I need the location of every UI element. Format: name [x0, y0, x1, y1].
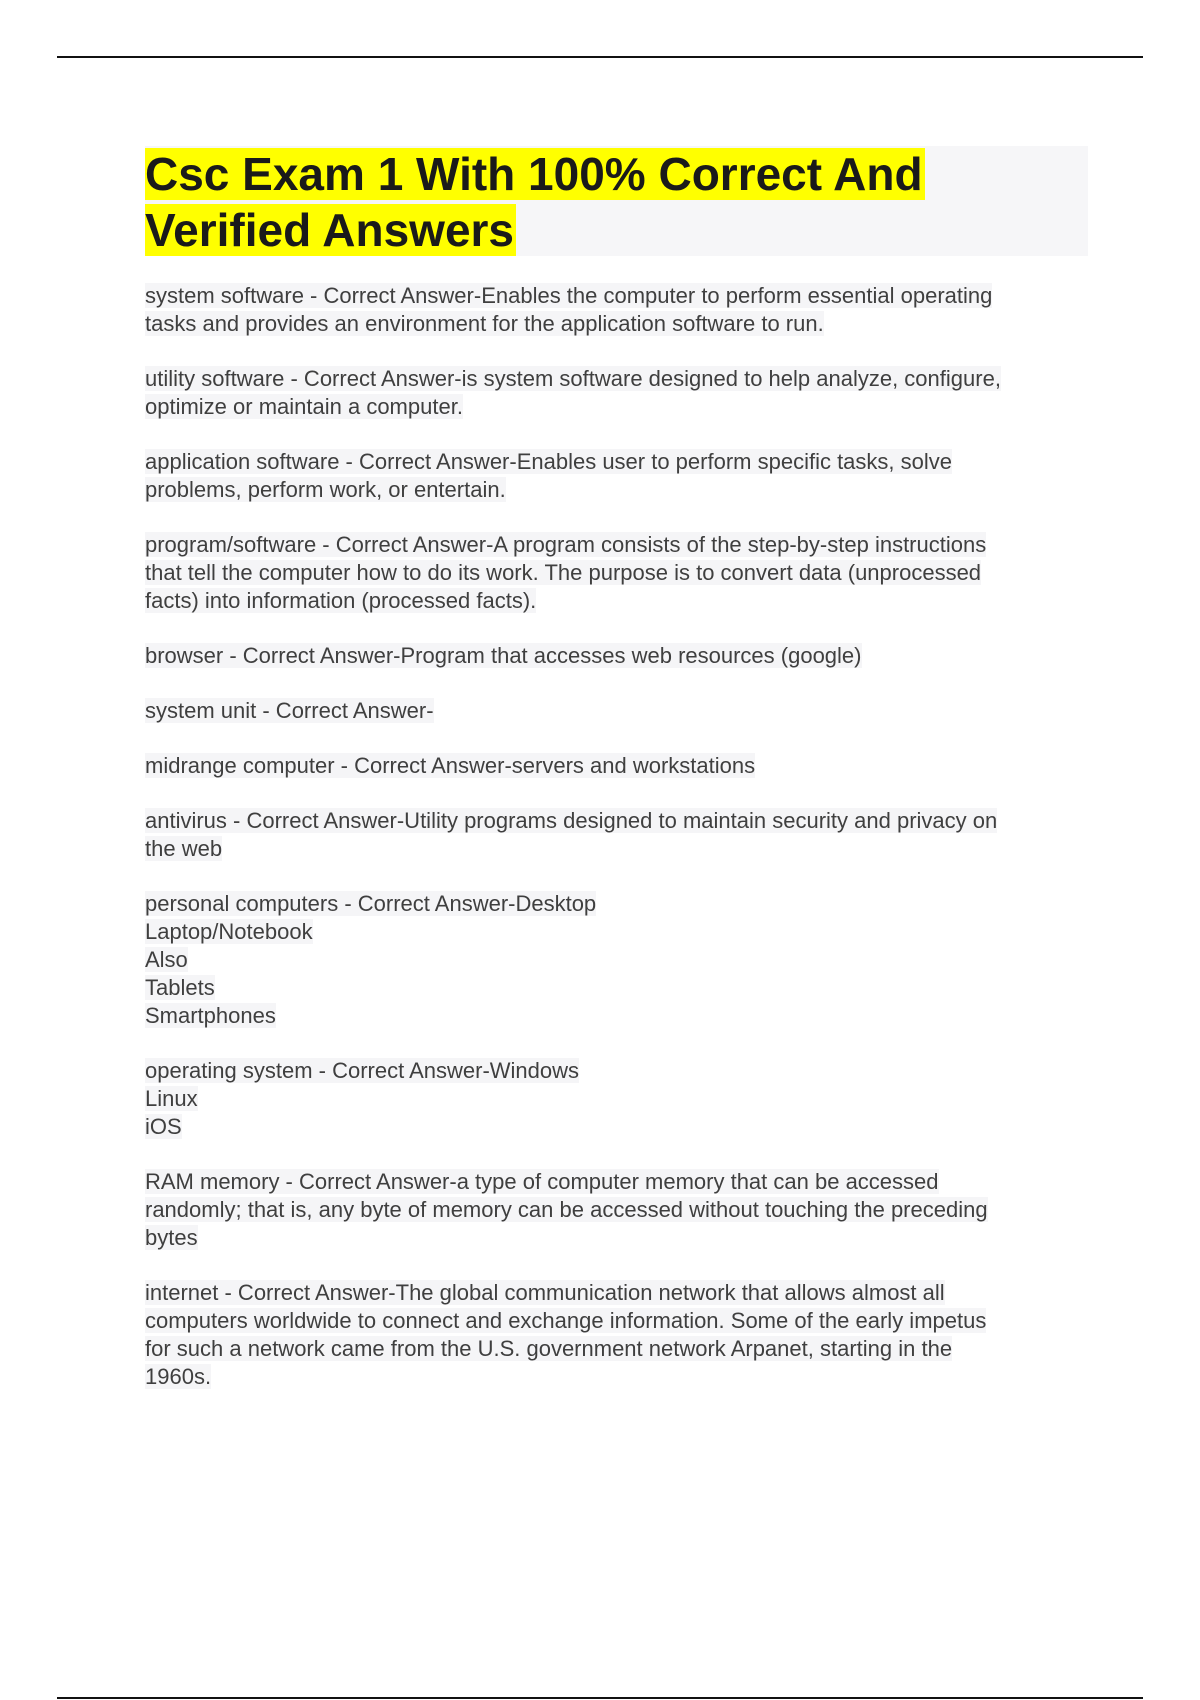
entry-line: iOS	[145, 1114, 182, 1139]
entry-line: Laptop/Notebook	[145, 919, 313, 944]
qa-entry-ram-memory	[145, 1168, 1095, 1252]
entry-line: midrange computer - Correct Answer-servers and workstations	[145, 753, 756, 778]
bottom-divider	[57, 1697, 1143, 1699]
entry-line: Smartphones	[145, 1003, 276, 1028]
entry-line: browser - Correct Answer-Program that accesses web resources (google)	[145, 643, 862, 668]
qa-entry-system-software	[145, 282, 1095, 338]
entry-line: problems, perform work, or entertain.	[145, 477, 506, 502]
title-line-1: Csc Exam 1 With 100% Correct And	[145, 148, 923, 200]
entry-line: facts) into information (processed facts).	[145, 588, 537, 613]
qa-entry-operating-system	[145, 1057, 1095, 1141]
entry-line: internet - Correct Answer-The global communication network that allows almost all	[145, 1280, 945, 1305]
qa-entry-antivirus	[145, 807, 1095, 863]
qa-entry-application-software	[145, 448, 1095, 504]
entry-line: operating system - Correct Answer-Windows	[145, 1058, 580, 1083]
entry-line: 1960s.	[145, 1364, 212, 1389]
entry-line: tasks and provides an environment for the application software to run.	[145, 311, 824, 336]
qa-entry-program-software	[145, 531, 1095, 615]
entry-line: system software - Correct Answer-Enables the computer to perform essential operating	[145, 283, 993, 308]
top-divider	[57, 56, 1143, 58]
qa-entry-utility-software	[145, 365, 1095, 421]
qa-entry-system-unit	[145, 697, 1095, 725]
entry-line: for such a network came from the U.S. government network Arpanet, starting in the	[145, 1336, 953, 1361]
title-block	[145, 146, 1088, 256]
entry-line: antivirus - Correct Answer-Utility programs designed to maintain security and privacy on	[145, 808, 998, 833]
entry-line: Linux	[145, 1086, 198, 1111]
entry-line: the web	[145, 836, 223, 861]
qa-entry-personal-computers	[145, 890, 1095, 1030]
entry-line: utility software - Correct Answer-is system software designed to help analyze, configure,	[145, 366, 1001, 391]
entry-line: Tablets	[145, 975, 215, 1000]
entry-line: application software - Correct Answer-Enables user to perform specific tasks, solve	[145, 449, 952, 474]
entry-line: RAM memory - Correct Answer-a type of computer memory that can be accessed	[145, 1169, 939, 1194]
title-line-2: Verified Answers	[145, 204, 515, 256]
entry-line: randomly; that is, any byte of memory can be accessed without touching the preceding	[145, 1197, 988, 1222]
entry-line: optimize or maintain a computer.	[145, 394, 463, 419]
entry-line: that tell the computer how to do its work. The purpose is to convert data (unprocessed	[145, 560, 982, 585]
entry-line: system unit - Correct Answer-	[145, 698, 434, 723]
qa-entry-browser	[145, 642, 1095, 670]
entry-line: Also	[145, 947, 188, 972]
qa-entry-internet	[145, 1279, 1095, 1391]
qa-list	[145, 282, 1095, 1418]
entry-line: bytes	[145, 1225, 198, 1250]
qa-entry-midrange-computer	[145, 752, 1095, 780]
entry-line: computers worldwide to connect and exchange information. Some of the early impetus	[145, 1308, 987, 1333]
document-title	[145, 146, 1088, 258]
entry-line: personal computers - Correct Answer-Desktop	[145, 891, 597, 916]
entry-line: program/software - Correct Answer-A program consists of the step-by-step instructions	[145, 532, 987, 557]
